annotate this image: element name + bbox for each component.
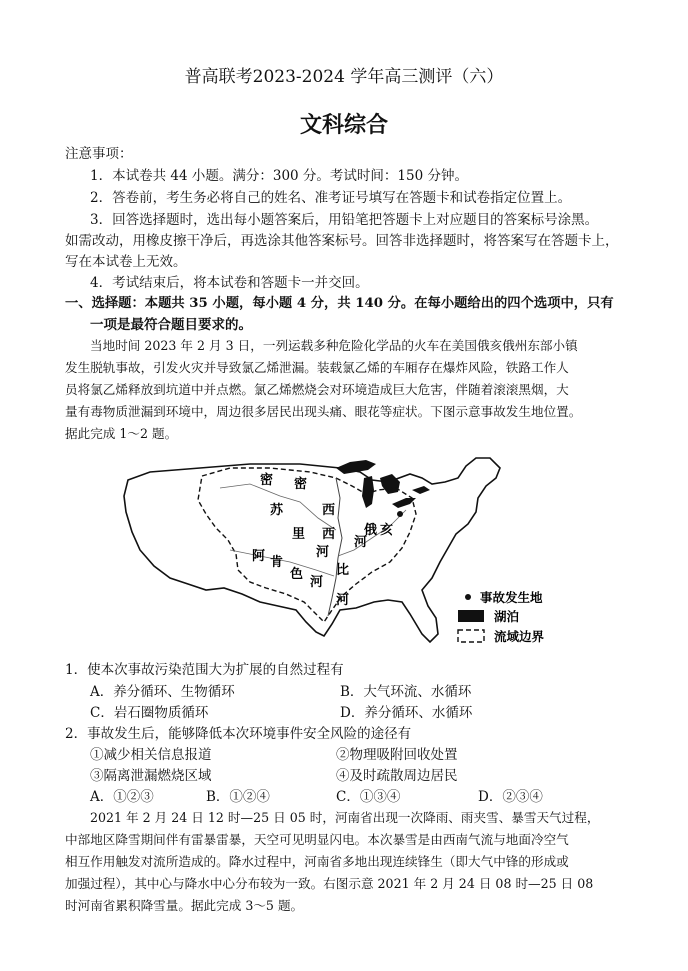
q1-option-c[interactable]: C．岩石圈物质循环 <box>90 705 209 721</box>
passage-line: 当地时间 2023 年 2 月 3 日，一列运载多种危险化学品的火车在美国俄亥俄州东部小镇 <box>90 338 578 353</box>
river-label: 肯 <box>270 555 284 570</box>
notes-heading: 注意事项： <box>65 146 133 162</box>
q2-option-d[interactable]: D．②③④ <box>478 789 543 805</box>
note-item: 写在本试卷上无效。 <box>65 254 187 270</box>
legend-lake-icon <box>458 610 484 622</box>
passage-line: 员将氯乙烯释放到坑道中并点燃。氯乙烯燃烧会对环境造成巨大危害，伴随着滚滚黑烟，大 <box>65 382 569 397</box>
note-item: 2．答卷前，考生务必将自己的姓名、准考证号填写在答题卡和试卷指定位置上。 <box>90 190 572 206</box>
river-label: 色 <box>290 567 304 582</box>
q1-option-a[interactable]: A．养分循环、生物循环 <box>90 684 235 700</box>
note-item: 如需改动，用橡皮擦干净后，再选涂其他答案标号。回答非选择题时，将答案写在答题卡上， <box>65 233 619 249</box>
river-label: 西 <box>322 527 336 542</box>
lake-huron <box>380 474 400 494</box>
river-label: 阿 <box>252 549 266 564</box>
exam-title: 普高联考2023-2024 学年高三测评（六） <box>184 67 504 87</box>
lake-erie <box>392 498 416 508</box>
q1-option-d[interactable]: D．养分循环、水循环 <box>340 705 473 721</box>
legend-accident-icon <box>465 594 471 600</box>
river-label: 苏 <box>270 503 284 518</box>
passage-line: 2021 年 2 月 24 日 12 时—25 日 05 时，河南省出现一次降雨、雨夹雪、暴雪天气过程， <box>90 810 600 825</box>
passage-line: 量有毒物质泄漏到环境中，周边很多居民出现头痛、眼花等症状。下图示意事故发生地位置。 <box>65 404 582 419</box>
river-label: 河 <box>310 575 324 590</box>
river-label: 里 <box>292 527 306 542</box>
river-label: 比 <box>336 563 350 578</box>
question-2-stem: 2．事故发生后，能够降低本次环境事件安全风险的途径有 <box>65 726 412 742</box>
river-label: 河 <box>354 535 368 550</box>
river-label: 俄 <box>364 523 378 538</box>
note-item: 4．考试结束后，将本试卷和答题卡一并交回。 <box>90 275 369 291</box>
question-1-stem: 1．使本次事故污染范围大为扩展的自然过程有 <box>65 662 344 678</box>
section-heading-cont: 一项是最符合题目要求的。 <box>90 317 252 333</box>
river-label: 亥 <box>380 523 394 538</box>
passage-line: 据此完成 1～2 题。 <box>65 426 178 441</box>
river-label: 河 <box>316 545 330 560</box>
passage-line: 发生脱轨事故，引发火灾并导致氯乙烯泄漏。装载氯乙烯的车厢存在爆炸风险，铁路工作人 <box>65 360 569 375</box>
river-label: 密 <box>260 473 274 488</box>
q2-item: ③隔离泄漏燃烧区域 <box>90 768 212 784</box>
lake-superior <box>336 460 376 474</box>
legend-lake-label: 湖泊 <box>494 609 520 624</box>
legend-basin-label: 流域边界 <box>494 629 545 644</box>
river-label: 河 <box>336 593 350 608</box>
passage-line: 中部地区降雪期间伴有雷暴雷暴，天空可见明显闪电。本次暴雪是由西南气流与地面冷空气 <box>65 832 569 847</box>
us-outline <box>124 458 500 642</box>
q2-item: ①减少相关信息报道 <box>90 747 212 763</box>
q2-option-a[interactable]: A．①②③ <box>90 789 154 805</box>
q2-option-c[interactable]: C．①③④ <box>336 789 401 805</box>
passage-line: 加强过程），其中心与降水中心分布较为一致。右图示意 2021 年 2 月 24 日 08 时—25 日 08 <box>65 876 594 891</box>
q1-option-b[interactable]: B．大气环流、水循环 <box>340 684 472 700</box>
legend-basin-icon <box>458 630 484 642</box>
q2-item: ④及时疏散周边居民 <box>336 768 458 784</box>
river-label: 西 <box>322 503 336 518</box>
river-label: 密 <box>294 477 308 492</box>
lake-ontario <box>412 486 430 494</box>
note-item: 1．本试卷共 44 小题。满分：300 分。考试时间：150 分钟。 <box>90 168 468 184</box>
passage-line: 相互作用触发对流所造成的。降水过程中，河南省多地出现连续锋生（即大气中锋的形成或 <box>65 854 569 869</box>
accident-site-marker <box>397 511 403 517</box>
passage-line: 时河南省累积降雪量。据此完成 3～5 题。 <box>65 898 304 913</box>
q2-item: ②物理吸附回收处置 <box>336 747 458 763</box>
legend-accident-label: 事故发生地 <box>480 590 543 605</box>
note-item: 3．回答选择题时，选出每小题答案后，用铅笔把答题卡上对应题目的答案标号涂黑。 <box>90 212 599 228</box>
section-heading: 一、选择题：本题共 35 小题，每小题 4 分，共 140 分。在每小题给出的四个选项中，只有 <box>65 296 614 311</box>
q2-option-b[interactable]: B．①②④ <box>206 789 270 805</box>
usa-map-figure <box>110 438 590 656</box>
subject-title: 文科综合 <box>299 113 388 138</box>
